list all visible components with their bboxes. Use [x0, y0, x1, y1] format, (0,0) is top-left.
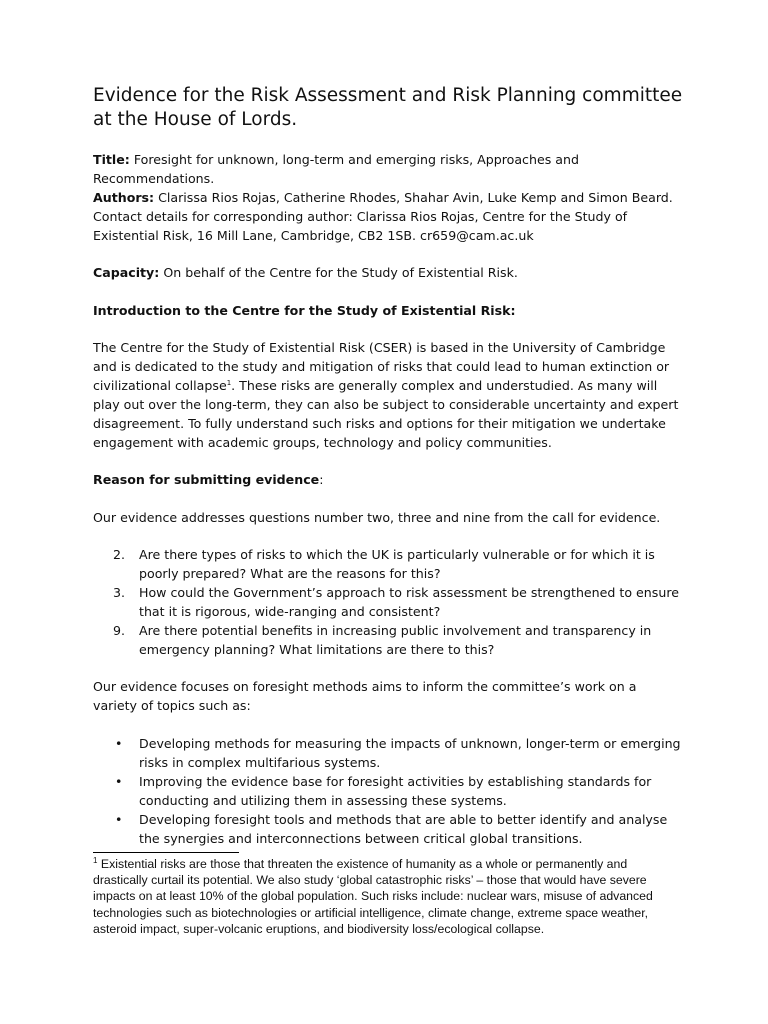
authors-text: Clarissa Rios Rojas, Catherine Rhodes, Shahar Avin, Luke Kemp and Simon Beard. Contact details for corresponding author: Clarissa Rios Rojas, Centre for the Study of Existential Risk, 16 Mill Lane, Cambridge, CB2 1SB. cr659@cam.ac.uk — [93, 190, 673, 243]
capacity-label: Capacity: — [93, 265, 160, 280]
topic-text: Improving the evidence base for foresight activities by establishing standards for conducting and utilizing them in assessing these systems. — [139, 774, 652, 808]
reason-heading-paragraph — [93, 470, 683, 489]
document-heading: Evidence for the Risk Assessment and Risk Planning committee at the House of Lords. — [93, 85, 683, 130]
title-text: Foresight for unknown, long-term and emerging risks, Approaches and Recommendations. — [93, 152, 579, 186]
intro-paragraph — [93, 338, 683, 452]
list-item — [93, 621, 683, 659]
reason-heading: Reason for submitting evidence — [93, 472, 320, 487]
topic-text: Developing methods for measuring the impacts of unknown, longer-term or emerging risks in complex multifarious systems. — [139, 736, 681, 770]
list-item — [93, 772, 683, 810]
evidence-intro: Our evidence addresses questions number two, three and nine from the call for evidence. — [93, 510, 661, 525]
reason-heading-colon: : — [319, 472, 324, 487]
question-number: 2. — [113, 547, 126, 562]
intro-text-part2: . These risks are generally complex and understudied. As many will play out over the long-term, they can also be subject to considerable uncertainty and expert disagreement. To fully understand such risks and options for their mitigation we undertake engagement with academic groups, technology and policy communities. — [93, 378, 679, 450]
question-text: Are there types of risks to which the UK is particularly vulnerable or for which it is poorly prepared? What are the reasons for this? — [139, 547, 655, 581]
intro-heading: Introduction to the Centre for the Study of Existential Risk: — [93, 303, 516, 318]
question-text: How could the Government’s approach to risk assessment be strengthened to ensure that it is rigorous, wide-ranging and consistent? — [139, 585, 679, 619]
list-item — [93, 545, 683, 583]
list-item — [93, 810, 683, 848]
title-paragraph — [93, 150, 683, 188]
capacity-text: On behalf of the Centre for the Study of Existential Risk. — [159, 265, 518, 280]
questions-list — [93, 545, 683, 659]
footnote-text: Existential risks are those that threaten the existence of humanity as a whole or permanently and drastically curtail its potential. We also study ‘global catastrophic risks’ – those that would have severe impacts on at least 10% of the global population. Such risks include: nuclear wars, misuse of advanced technologies such as biotechnologies or artificial intelligence, climate change, extreme space weather, asteroid impact, super-volcanic eruptions, and biodiversity loss/ecological collapse. — [93, 857, 653, 936]
bullet-icon: • — [115, 812, 123, 827]
question-number: 9. — [113, 623, 126, 638]
bullet-icon: • — [115, 736, 123, 751]
topics-list — [93, 734, 683, 848]
intro-footnote-ref[interactable]: 1 — [226, 378, 232, 387]
authors-paragraph — [93, 188, 683, 245]
list-item — [93, 583, 683, 621]
question-text: Are there potential benefits in increasing public involvement and transparency in emergency planning? What limitations are there to this? — [139, 623, 652, 657]
intro-text-part1: The Centre for the Study of Existential Risk (CSER) is based in the University of Cambridge and is dedicated to the study and mitigation of risks that could lead to human extinction or civilizational collapse — [93, 340, 670, 393]
footnote-separator — [93, 852, 239, 853]
authors-label: Authors: — [93, 190, 155, 205]
bullet-icon: • — [115, 774, 123, 789]
topic-text: Developing foresight tools and methods that are able to better identify and analyse the synergies and interconnections between critical global transitions. — [139, 812, 668, 846]
title-label: Title: — [93, 152, 130, 167]
capacity-paragraph — [93, 263, 683, 282]
list-item — [93, 734, 683, 772]
question-number: 3. — [113, 585, 126, 600]
footnote — [93, 856, 683, 937]
focus-paragraph: Our evidence focuses on foresight methods aims to inform the committee’s work on a variety of topics such as: — [93, 679, 637, 713]
footnote-number: 1 — [93, 855, 98, 865]
